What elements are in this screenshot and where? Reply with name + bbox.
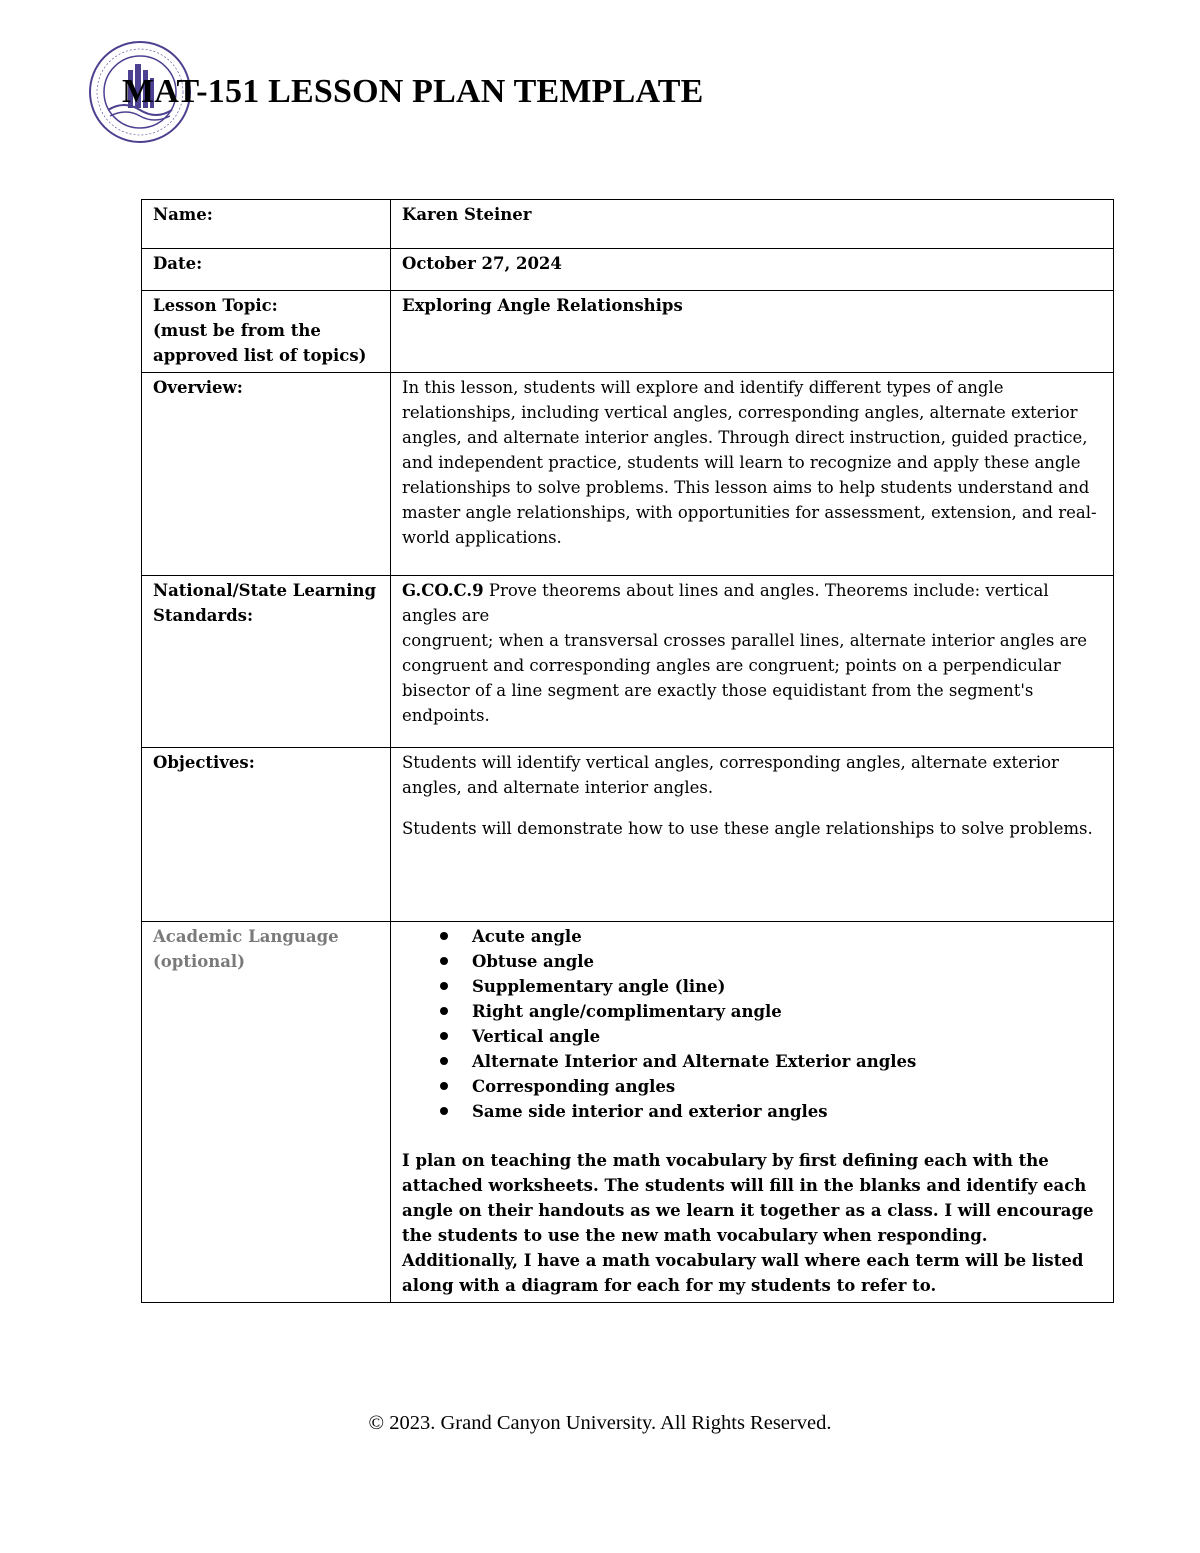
standard-text-line1: Prove theorems about lines and angles. Theorems include: vertical angles are xyxy=(402,581,1049,625)
academic-language-label: Academic Language xyxy=(153,927,339,946)
vocabulary-term: Vertical angle xyxy=(472,1024,1103,1049)
vocabulary-term: Acute angle xyxy=(472,924,1103,949)
vocabulary-teaching-plan: I plan on teaching the math vocabulary by first defining each with the attached worksheets. The students will fill in the blanks and identify each angle on their handouts as we learn it together as a class. I will encourage the students to use the new math vocabulary when responding. Additionally, I have a math vocabulary wall where each term will be listed along with a diagram for each for my students to refer to. xyxy=(402,1151,1094,1295)
vocabulary-term: Obtuse angle xyxy=(472,949,1103,974)
objectives-row xyxy=(142,748,1114,922)
lesson-plan-table xyxy=(141,199,1114,1303)
academic-language-cell xyxy=(391,922,1114,1303)
standards-first-line xyxy=(402,578,1103,628)
standards-cell xyxy=(391,576,1114,748)
name-row xyxy=(142,200,1114,249)
document-title: MAT-151 LESSON PLAN TEMPLATE xyxy=(122,73,704,110)
standards-label: National/State Learning Standards: xyxy=(142,576,391,748)
topic-label: Lesson Topic: xyxy=(153,296,278,315)
academic-language-label-cell xyxy=(142,922,391,1303)
vocabulary-term: Right angle/complimentary angle xyxy=(472,999,1103,1024)
objectives-cell xyxy=(391,748,1114,922)
date-value: October 27, 2024 xyxy=(391,249,1114,291)
date-row xyxy=(142,249,1114,291)
overview-text: In this lesson, students will explore and identify different types of angle relationships, including vertical angles, corresponding angles, alternate exterior angles, and alternate interior angles. Through direct instruction, guided practice, and independent practice, students will learn to recognize and apply these angle relationships to solve problems. This lesson aims to help students understand and master angle relationships, with opportunities for assessment, extension, and real-world applications. xyxy=(391,373,1114,576)
academic-language-label-note: (optional) xyxy=(153,952,246,971)
topic-value: Exploring Angle Relationships xyxy=(391,291,1114,373)
copyright-footer: © 2023. Grand Canyon University. All Rights Reserved. xyxy=(368,1412,832,1434)
vocabulary-term: Same side interior and exterior angles xyxy=(472,1099,1103,1124)
objective-item: Students will demonstrate how to use these angle relationships to solve problems. xyxy=(402,819,1093,838)
name-label: Name: xyxy=(142,200,391,249)
name-value: Karen Steiner xyxy=(391,200,1114,249)
topic-row xyxy=(142,291,1114,373)
vocabulary-term: Corresponding angles xyxy=(472,1074,1103,1099)
vocabulary-term: Alternate Interior and Alternate Exterior angles xyxy=(472,1049,1103,1074)
standards-row xyxy=(142,576,1114,748)
vocabulary-term: Supplementary angle (line) xyxy=(472,974,1103,999)
standard-code: G.CO.C.9 xyxy=(402,581,484,600)
objectives-label: Objectives: xyxy=(142,748,391,922)
vocabulary-list xyxy=(402,924,1103,1124)
overview-row xyxy=(142,373,1114,576)
academic-language-row xyxy=(142,922,1114,1303)
standard-text-line2: congruent; when a transversal crosses parallel lines, alternate interior angles are congruent and corresponding angles are congruent; points on a perpendicular bisector of a line segment are exactly those equidistant from the segment's endpoints. xyxy=(402,631,1088,725)
overview-label: Overview: xyxy=(142,373,391,576)
topic-label-note: (must be from the approved list of topics) xyxy=(153,321,367,365)
date-label: Date: xyxy=(142,249,391,291)
topic-label-cell xyxy=(142,291,391,373)
objective-item: Students will identify vertical angles, corresponding angles, alternate exterior angles, and alternate interior angles. xyxy=(402,753,1059,797)
